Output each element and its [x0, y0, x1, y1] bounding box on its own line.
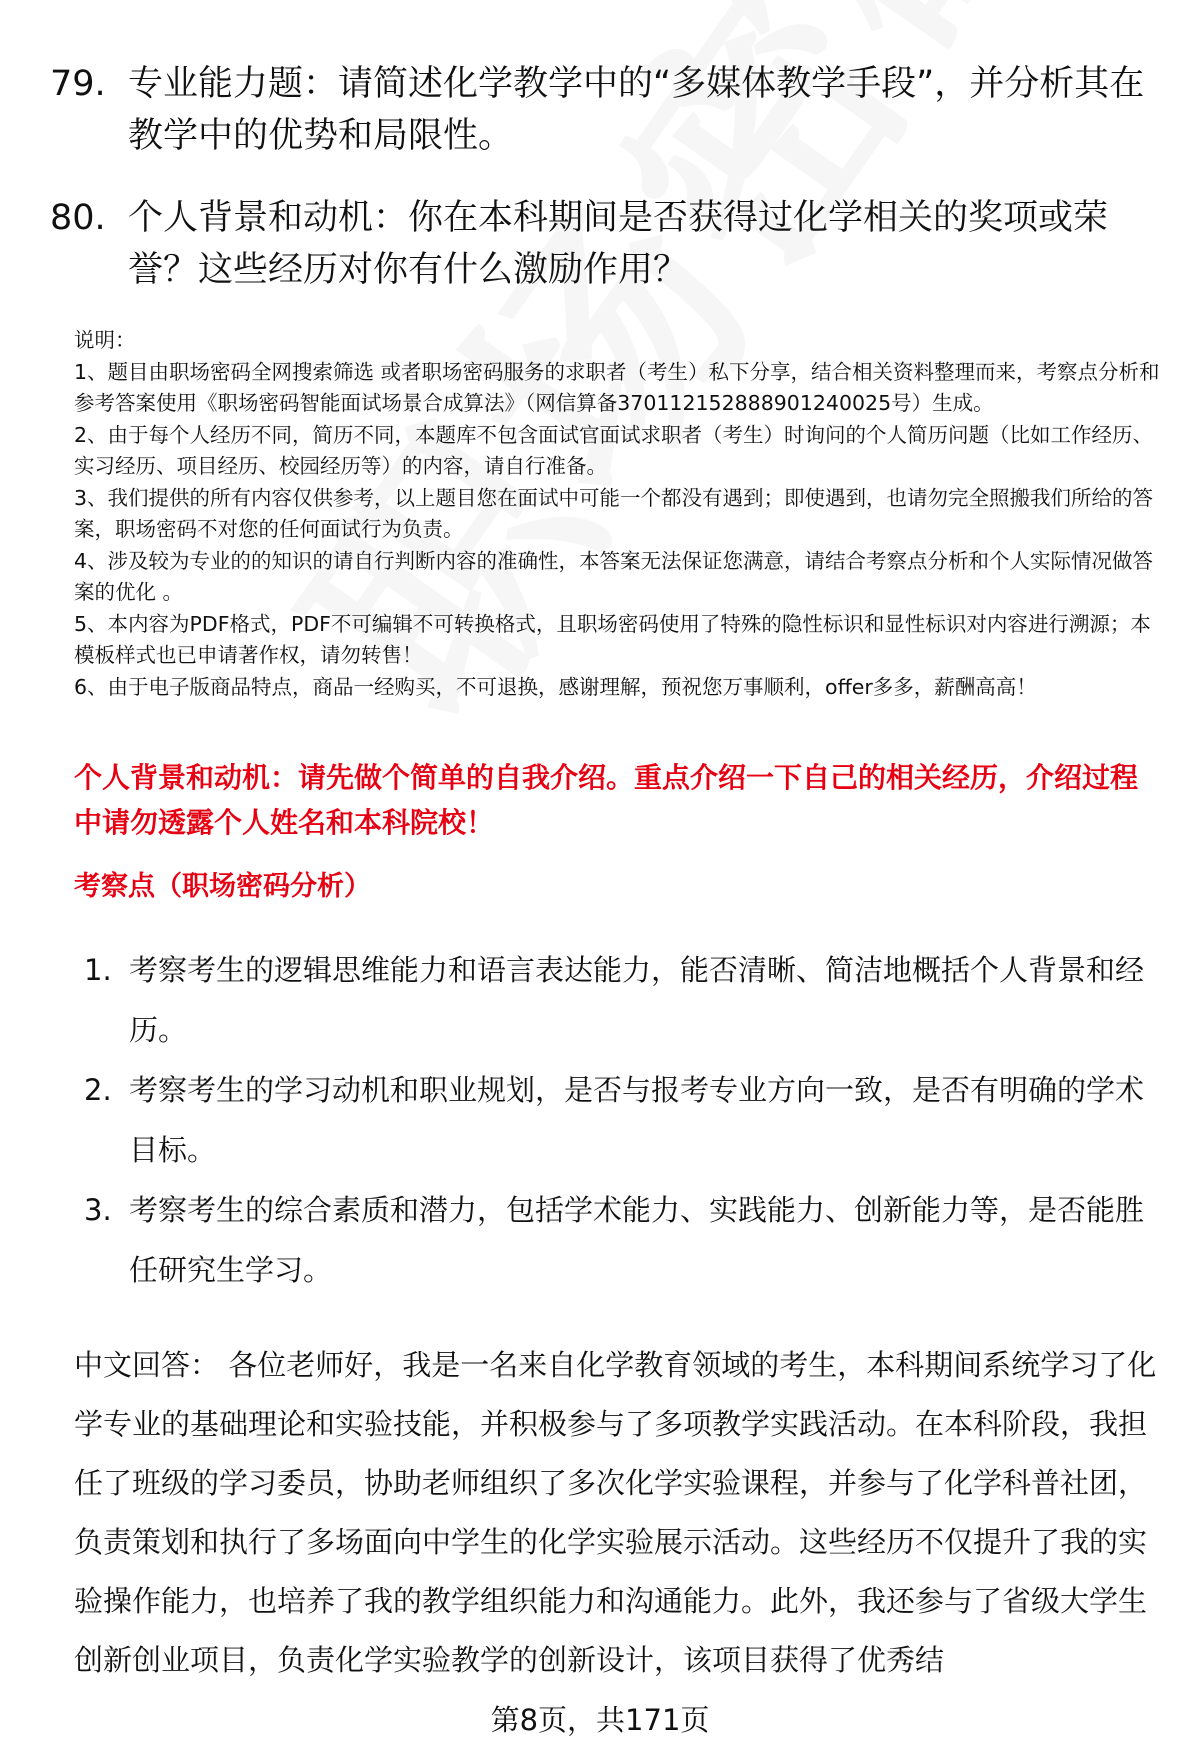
- focus-number: 1.: [84, 953, 112, 987]
- focus-title: 考察点（职场密码分析）: [74, 871, 371, 902]
- focus-text: 考察考生的逻辑思维能力和语言表达能力，能否清晰、简洁地概括个人背景和经历。: [129, 953, 1145, 1047]
- question-text: 专业能力题：请简述化学教学中的“多媒体教学手段”，并分析其在教学中的优势和局限性。: [128, 64, 1145, 156]
- notes-section: [74, 325, 1160, 703]
- note-item: 2、由于每个人经历不同，简历不同，本题库不包含面试官面试求职者（考生）时询问的个人简历问题（比如工作经历、实习经历、项目经历、校园经历等）的内容，请自行准备。: [74, 422, 1154, 478]
- page-footer: 第8页，共171页: [490, 1703, 710, 1737]
- focus-number: 3.: [84, 1193, 112, 1227]
- note-item: 6、由于电子版商品特点，商品一经购买，不可退换，感谢理解，预祝您万事顺利，offer多多，薪酬高高！: [74, 674, 1037, 699]
- focus-item: [84, 940, 1160, 1060]
- note-item: 5、本内容为PDF格式，PDF不可编辑不可转换格式，且职场密码使用了特殊的隐性标识和显性标识对内容进行溯源；本模板样式也已申请著作权，请勿转售！: [74, 611, 1151, 667]
- question-number: 80.: [50, 198, 106, 238]
- focus-text: 考察考生的综合素质和潜力，包括学术能力、实践能力、创新能力等，是否能胜任研究生学习。: [129, 1193, 1145, 1287]
- focus-item: [84, 1060, 1160, 1180]
- question-item: [50, 192, 1160, 296]
- notes-title: 说明：: [74, 328, 136, 352]
- note-item: 3、我们提供的所有内容仅供参考，以上题目您在面试中可能一个都没有遇到；即使遇到，也请勿完全照搬我们所给的答案，职场密码不对您的任何面试行为负责。: [74, 485, 1154, 541]
- note-item: 4、涉及较为专业的的知识的请自行判断内容的准确性，本答案无法保证您满意，请结合考察点分析和个人实际情况做答案的优化 。: [74, 548, 1154, 604]
- current-question: 个人背景和动机：请先做个简单的自我介绍。重点介绍一下自己的相关经历，介绍过程中请勿透露个人姓名和本科院校！: [74, 761, 1139, 839]
- focus-number: 2.: [84, 1073, 112, 1107]
- question-list: [50, 58, 1160, 326]
- focus-list: [84, 940, 1160, 1300]
- answer-text: 中文回答： 各位老师好，我是一名来自化学教育领域的考生，本科期间系统学习了化学专业的基础理论和实验技能，并积极参与了多项教学实践活动。在本科阶段，我担任了班级的学习委员，协助老师组织了多次化学实验课程，并参与了化学科普社团，负责策划和执行了多场面向中学生的化学实验展示活动。这些经历不仅提升了我的实验操作能力，也培养了我的教学组织能力和沟通能力。此外，我还参与了省级大学生创新创业项目，负责化学实验教学的创新设计，该项目获得了优秀结: [74, 1348, 1157, 1677]
- question-item: [50, 58, 1160, 162]
- note-item: 1、题目由职场密码全网搜索筛选 或者职场密码服务的求职者（考生）私下分享，结合相关资料整理而来，考察点分析和参考答案使用《职场密码智能面试场景合成算法》（网信算备370112152888901240025号）生成。: [74, 359, 1160, 415]
- focus-item: [84, 1180, 1160, 1300]
- question-text: 个人背景和动机：你在本科期间是否获得过化学相关的奖项或荣誉？这些经历对你有什么激励作用？: [128, 198, 1109, 290]
- question-number: 79.: [50, 64, 106, 104]
- focus-text: 考察考生的学习动机和职业规划，是否与报考专业方向一致，是否有明确的学术目标。: [129, 1073, 1145, 1167]
